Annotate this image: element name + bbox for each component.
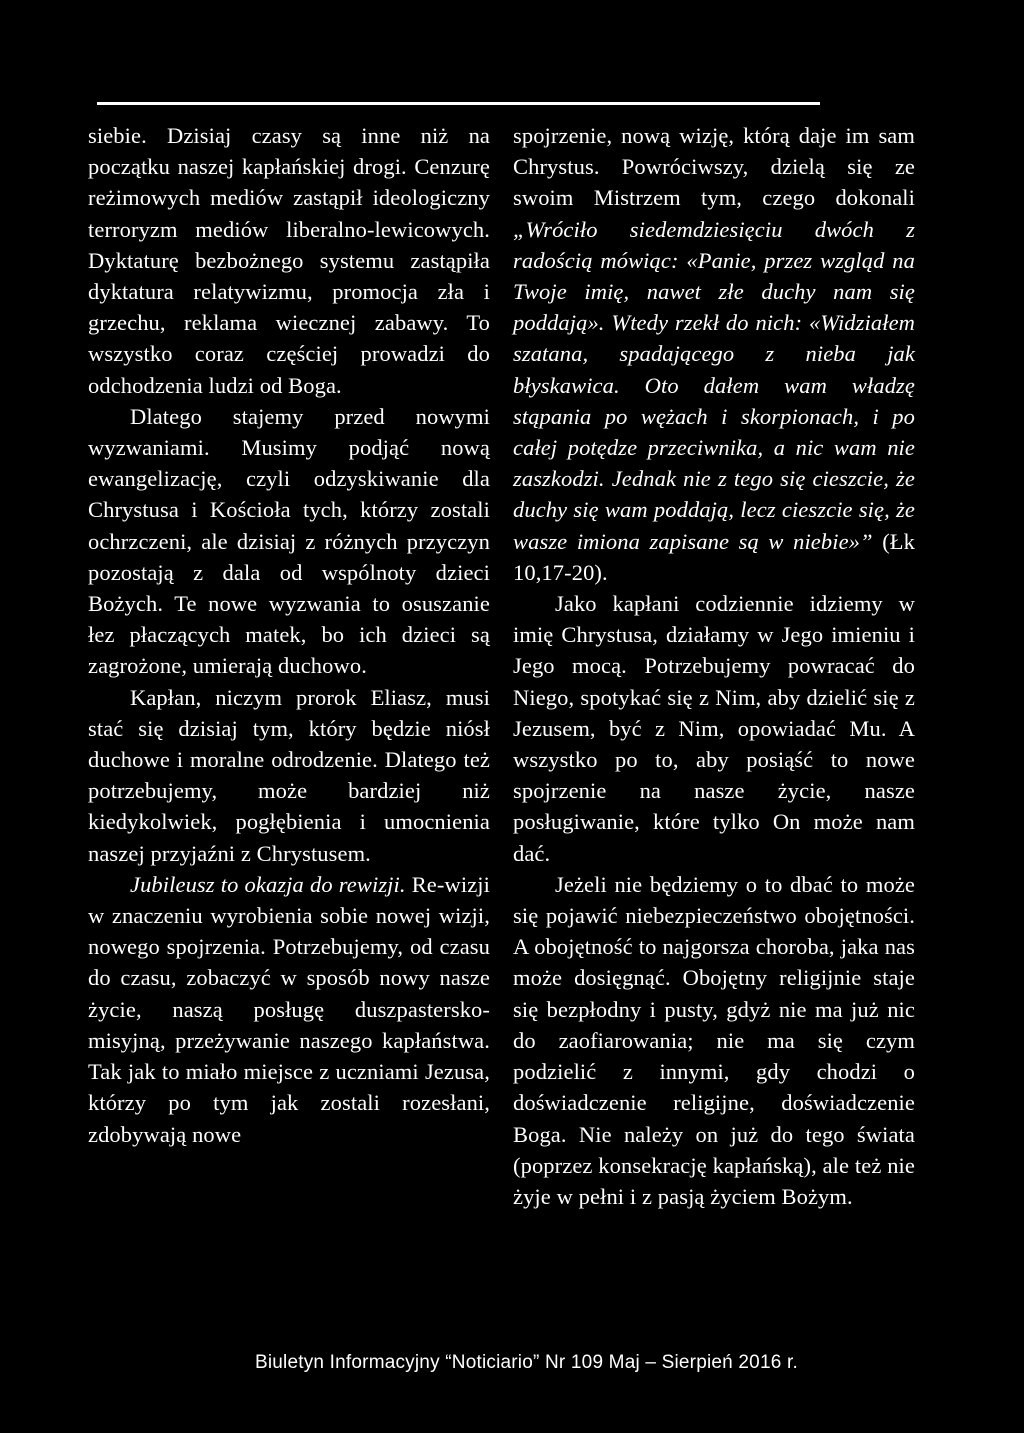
italic-lead: Jubileusz to okazja do rewizji. [130, 871, 406, 897]
paragraph: Jako kapłani codziennie idziemy w imię Chrystusa, działamy w Jego imieniu i Jego mocą. Potrzebujemy powracać do Niego, spotykać się z Nim, aby dzielić się z Jezusem, być z Nim, opowiadać Mu. A wszystko po to, aby posiąść to nowe spojrzenie na nasze życie, nasze posługiwanie, które tylko On może nam dać. [513, 591, 915, 866]
scripture-reference: (Łk 10,17-20). [513, 528, 916, 585]
paragraph: Kapłan, niczym prorok Eliasz, musi stać się dzisiaj tym, który będzie niósł duchowe i moralne odrodzenie. Dlatego też potrzebujemy, może bardziej niż kiedykolwiek, pogłębienia i umocnienia naszej przyjaźni z Chrystusem. [88, 684, 490, 866]
paragraph-text: spojrzenie, nową wizję, którą daje im sam Chrystus. Powróciwszy, dzielą się ze swoim Mistrzem tym, czego dokonali [513, 123, 915, 211]
left-column [88, 120, 490, 1150]
paragraph: Jeżeli nie będziemy o to dbać to może się pojawić niebezpieczeństwo obojętności. A obojętność to najgorsza choroba, jaka nas może dosięgnąć. Obojętny religijnie staje się bezpłodny i pusty, gdyż nie ma już nic do zaofiarowania; nie ma się czym podzielić z innymi, gdy chodzi o doświadczenie religijne, doświadczenie Boga. Nie należy on już do tego świata (poprzez konsekrację kapłańską), ale też nie żyje w pełni i z pasją życiem Bożym. [513, 871, 915, 1209]
paragraph: Dlatego stajemy przed nowymi wyzwaniami. Musimy podjąć nową ewangelizację, czyli odzyskiwanie dla Chrystusa i Kościoła tych, którzy zostali ochrzczeni, ale dzisiaj z różnych przyczyn pozostają z dala od wspólnoty dzieci Bożych. Te nowe wyzwania to osuszanie łez płaczących matek, bo ich dzieci są zagrożone, umierają duchowo. [88, 403, 490, 679]
paragraph-text: Re-wizji w znaczeniu wyrobienia sobie nowej wizji, nowego spojrzenia. Potrzebujemy, od czasu do czasu, zobaczyć w sposób nowy nasze życie, naszą posługę duszpastersko-misyjną, przeżywanie naszego kapłaństwa. Tak jak to miało miejsce z uczniami Jezusa, którzy po tym jak zostali rozesłani, zdobywają nowe [88, 871, 490, 1147]
page-footer: Biuletyn Informacyjny “Noticiario” Nr 109 Maj – Sierpień 2016 r. [255, 1352, 798, 1373]
paragraph [88, 869, 490, 1150]
paragraph [513, 120, 915, 588]
right-column [513, 120, 915, 1212]
paragraph: siebie. Dzisiaj czasy są inne niż na początku naszej kapłańskiej drogi. Cenzurę reżimowych mediów zastąpił ideologiczny terroryzm mediów liberalno-lewicowych. Dyktaturę bezbożnego systemu zastąpiła dyktatura relatywizmu, promocja zła i grzechu, reklama wiecznej zabawy. To wszystko coraz częściej prowadzi do odchodzenia ludzi od Boga. [88, 123, 490, 398]
scripture-quote: „Wróciło siedemdziesięciu dwóch z radością mówiąc: «Panie, przez wzgląd na Twoje imię, nawet złe duchy nam się poddają». Wtedy rzekł do nich: «Widziałem szatana, spadającego z nieba jak błyskawica. Oto dałem wam władzę stąpania po wężach i skorpionach, i po całej potędze przeciwnika, a nic wam nie zaszkodzi. Jednak nie z tego się cieszcie, że duchy się wam poddają, lecz cieszcie się, że wasze imiona zapisane są w niebie»” [513, 216, 915, 554]
header-rule [97, 102, 820, 105]
